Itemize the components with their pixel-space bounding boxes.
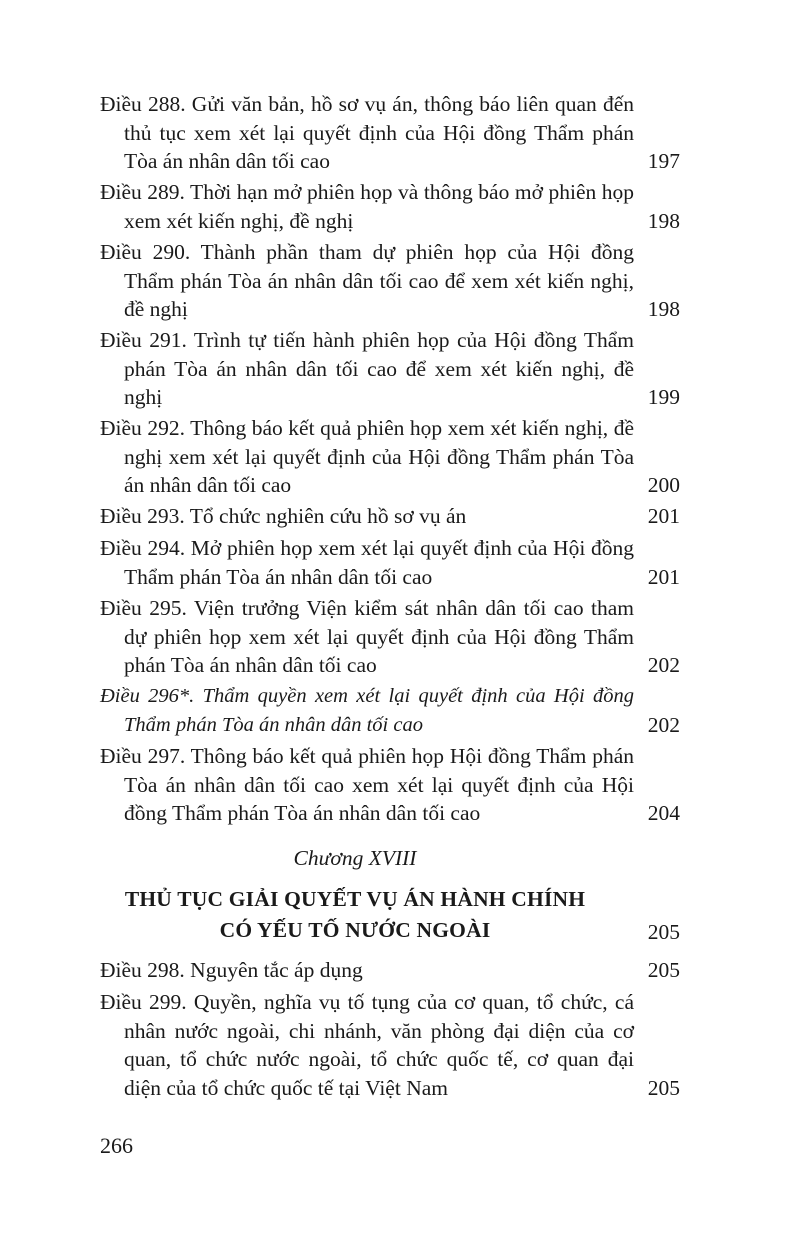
- entry-title: Điều 298. Nguyên tắc áp dụng: [100, 958, 363, 982]
- chapter-title: [100, 884, 610, 946]
- entry-title: Điều 296*. Thẩm quyền xem xét lại quyết định của Hội đồng Thẩm phán Tòa án nhân dân tối cao: [100, 685, 634, 736]
- chapter-label: Chương XVIII: [293, 846, 417, 870]
- toc-entry: [100, 742, 680, 828]
- entry-title: Điều 289. Thời hạn mở phiên họp và thông báo mở phiên họp xem xét kiến nghị, đề nghị: [100, 180, 634, 233]
- entry-page-number: 200: [647, 473, 680, 497]
- entry-page-number: 199: [647, 385, 680, 409]
- entry-page-number: 202: [647, 653, 680, 677]
- toc-entry: [100, 502, 680, 531]
- entry-page-number: 205: [647, 958, 680, 982]
- toc-entry: [100, 682, 680, 739]
- entry-page-number: 197: [647, 149, 680, 173]
- entry-title: Điều 290. Thành phần tham dự phiên họp của Hội đồng Thẩm phán Tòa án nhân dân tối cao để xem xét kiến nghị, đề nghị: [100, 240, 634, 321]
- entry-page-number: 202: [647, 712, 680, 737]
- entry-title: Điều 294. Mở phiên họp xem xét lại quyết định của Hội đồng Thẩm phán Tòa án nhân dân tối cao: [100, 536, 634, 589]
- chapter-title-line: CÓ YẾU TỐ NƯỚC NGOÀI: [219, 918, 491, 942]
- entry-page-number: 204: [647, 801, 680, 825]
- toc-entry: [100, 178, 680, 235]
- entry-title: Điều 293. Tổ chức nghiên cứu hồ sơ vụ án: [100, 504, 467, 528]
- toc-entry: [100, 534, 680, 591]
- toc-entry: [100, 594, 680, 680]
- toc-entry: [100, 326, 680, 412]
- entry-title: Điều 288. Gửi văn bản, hồ sơ vụ án, thông báo liên quan đến thủ tục xem xét lại quyết định của Hội đồng Thẩm phán Tòa án nhân dân tối cao: [100, 92, 634, 173]
- toc-entry: [100, 956, 680, 985]
- chapter-title-line: THỦ TỤC GIẢI QUYẾT VỤ ÁN HÀNH CHÍNH: [124, 887, 586, 911]
- folio-page-number: 266: [100, 1133, 133, 1158]
- entry-title: Điều 299. Quyền, nghĩa vụ tố tụng của cơ quan, tổ chức, cá nhân nước ngoài, chi nhánh, văn phòng đại diện của cơ quan, tổ chức nước ngoài, tổ chức quốc tế, cơ quan đại diện của tổ chức quốc tế tại Việt Nam: [100, 990, 634, 1100]
- toc-entry: [100, 90, 680, 176]
- toc-entry: [100, 238, 680, 324]
- chapter-page-number: 205: [647, 920, 680, 944]
- entry-page-number: 201: [647, 564, 680, 589]
- toc-entry: [100, 988, 680, 1102]
- entry-title: Điều 297. Thông báo kết quả phiên họp Hội đồng Thẩm phán Tòa án nhân dân tối cao xem xét lại quyết định của Hội đồng Thẩm phán Tòa án nhân dân tối cao: [100, 744, 634, 825]
- entry-title: Điều 292. Thông báo kết quả phiên họp xem xét kiến nghị, đề nghị xem xét lại quyết định của Hội đồng Thẩm phán Tòa án nhân dân tối cao: [100, 416, 634, 497]
- toc-entry: [100, 414, 680, 500]
- entry-title: Điều 291. Trình tự tiến hành phiên họp của Hội đồng Thẩm phán Tòa án nhân dân tối cao để xem xét kiến nghị, đề nghị: [100, 328, 634, 409]
- entry-title: Điều 295. Viện trưởng Viện kiểm sát nhân dân tối cao tham dự phiên họp xem xét lại quyết định của Hội đồng Thẩm phán Tòa án nhân dân tối cao: [100, 596, 634, 677]
- entry-page-number: 201: [647, 504, 680, 528]
- entry-page-number: 198: [647, 208, 680, 233]
- entry-page-number: 205: [647, 1075, 680, 1100]
- entry-page-number: 198: [647, 297, 680, 321]
